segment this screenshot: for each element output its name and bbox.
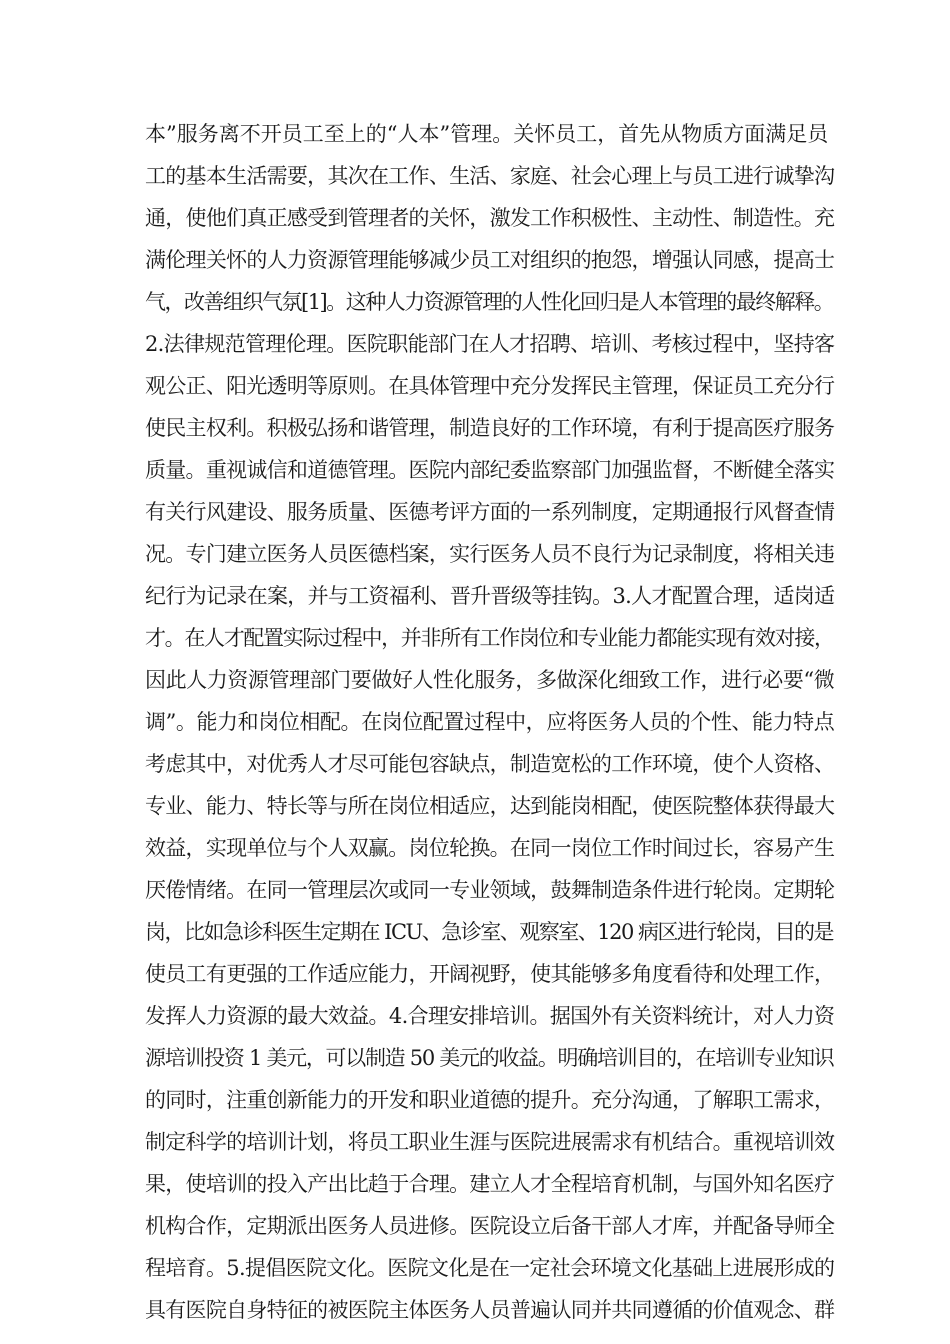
text-line: 厌倦情绪。在同一管理层次或同一专业领域，鼓舞制造条件进行轮岗。定期轮 xyxy=(145,878,835,902)
text-line: 机构合作，定期派出医务人员进修。医院设立后备干部人才库，并配备导师全 xyxy=(145,1214,835,1238)
text-line: 调”。能力和岗位相配。在岗位配置过程中，应将医务人员的个性、能力特点 xyxy=(145,710,835,734)
text-line: 果，使培训的投入产出比趋于合理。建立人才全程培育机制，与国外知名医疗 xyxy=(145,1172,835,1196)
body-text xyxy=(145,113,835,1331)
text-line: 2.法律规范管理伦理。医院职能部门在人才招聘、培训、考核过程中，坚持客 xyxy=(145,332,835,356)
text-line: 观公正、阳光透明等原则。在具体管理中充分发挥民主管理，保证员工充分行 xyxy=(145,374,835,398)
text-line: 考虑其中，对优秀人才尽可能包容缺点，制造宽松的工作环境，使个人资格、 xyxy=(145,752,835,776)
text-line: 的同时，注重创新能力的开发和职业道德的提升。充分沟通，了解职工需求， xyxy=(145,1088,835,1112)
text-line: 发挥人力资源的最大效益。4.合理安排培训。据国外有关资料统计，对人力资 xyxy=(145,1004,835,1028)
text-line: 程培育。5.提倡医院文化。医院文化是在一定社会环境文化基础上进展形成的 xyxy=(145,1256,835,1280)
text-line: 工的基本生活需要，其次在工作、生活、家庭、社会心理上与员工进行诚挚沟 xyxy=(145,164,835,188)
text-line: 满伦理关怀的人力资源管理能够减少员工对组织的抱怨，增强认同感，提高士 xyxy=(145,248,835,272)
text-line: 质量。重视诚信和道德管理。医院内部纪委监察部门加强监督，不断健全落实 xyxy=(145,458,835,482)
text-line: 才。在人才配置实际过程中，并非所有工作岗位和专业能力都能实现有效对接， xyxy=(145,626,834,650)
text-line: 况。专门建立医务人员医德档案，实行医务人员不良行为记录制度，将相关违 xyxy=(145,542,835,566)
text-line: 制定科学的培训计划，将员工职业生涯与医院进展需求有机结合。重视培训效 xyxy=(145,1130,835,1154)
text-line: 具有医院自身特征的被医院主体医务人员普遍认同并共同遵循的价值观念、群 xyxy=(145,1298,835,1322)
text-line: 通，使他们真正感受到管理者的关怀，激发工作积极性、主动性、制造性。充 xyxy=(145,206,835,230)
text-line: 效益，实现单位与个人双赢。岗位轮换。在同一岗位工作时间过长，容易产生 xyxy=(145,836,835,860)
text-line: 使员工有更强的工作适应能力，开阔视野，使其能够多角度看待和处理工作， xyxy=(145,962,835,986)
text-line: 岗，比如急诊科医生定期在 ICU、急诊室、观察室、120 病区进行轮岗，目的是 xyxy=(145,920,833,944)
text-line: 因此人力资源管理部门要做好人性化服务，多做深化细致工作，进行必要“微 xyxy=(145,668,835,692)
text-line: 纪行为记录在案，并与工资福利、晋升晋级等挂钩。3.人才配置合理，适岗适 xyxy=(145,584,835,608)
text-line: 源培训投资 1 美元，可以制造 50 美元的收益。明确培训目的，在培训专业知识 xyxy=(145,1046,834,1070)
text-line: 气，改善组织气氛[1]。这种人力资源管理的人性化回归是人本管理的最终解释。 xyxy=(145,290,834,314)
text-line: 有关行风建设、服务质量、医德考评方面的一系列制度，定期通报行风督查情 xyxy=(145,500,835,524)
text-line: 专业、能力、特长等与所在岗位相适应，达到能岗相配，使医院整体获得最大 xyxy=(145,794,835,818)
text-line: 本”服务离不开员工至上的“人本”管理。关怀员工，首先从物质方面满足员 xyxy=(145,122,829,146)
text-line: 使民主权利。积极弘扬和谐管理，制造良好的工作环境，有利于提高医疗服务 xyxy=(145,416,835,440)
